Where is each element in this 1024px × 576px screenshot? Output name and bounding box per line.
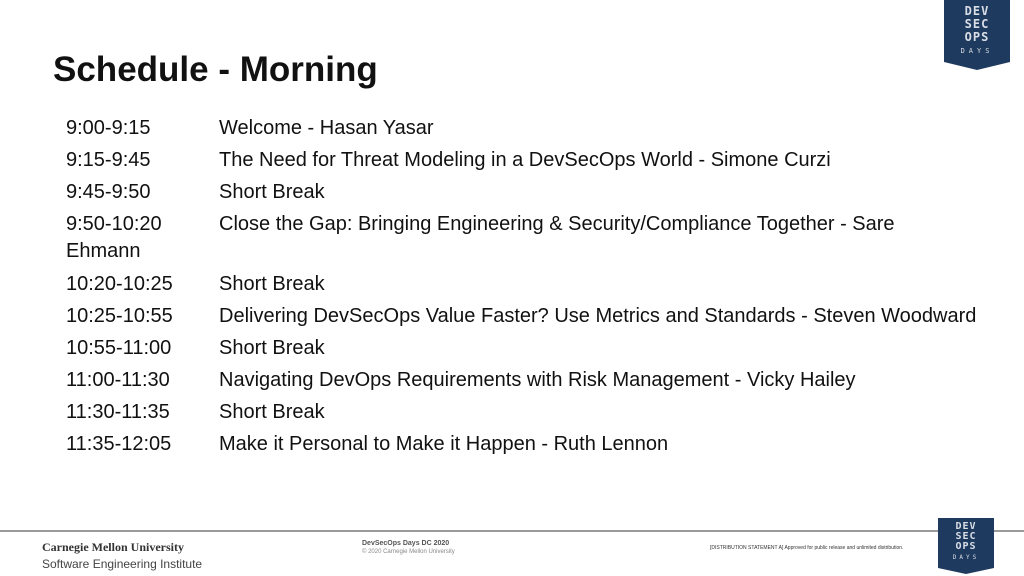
logo-line-sec: SEC (955, 531, 977, 542)
schedule-time: 9:50-10:20 (66, 213, 162, 235)
event-name: DevSecOps Days DC 2020 (362, 540, 450, 547)
schedule-row (66, 271, 996, 303)
schedule-time: 11:30-11:35 (66, 401, 170, 423)
university-name: Carnegie Mellon University (42, 540, 184, 554)
schedule-list (66, 115, 996, 463)
schedule-row (66, 179, 996, 211)
schedule-talk-continuation: Ehmann (66, 240, 141, 262)
logo-line-days: DAYS (960, 47, 994, 55)
distribution-statement: [DISTRIBUTION STATEMENT A] Approved for public release and unlimited distribution. (710, 545, 904, 551)
schedule-time: 9:45-9:50 (66, 181, 151, 203)
schedule-row (66, 303, 996, 335)
schedule-time: 10:20-10:25 (66, 273, 173, 295)
logo-line-dev: DEV (964, 4, 990, 18)
schedule-row (66, 335, 996, 367)
schedule-talk: Short Break (219, 401, 325, 423)
event-info (362, 540, 455, 555)
schedule-talk: Navigating DevOps Requirements with Risk Management - Vicky Hailey (219, 369, 856, 391)
schedule-row (66, 115, 996, 147)
schedule-row (66, 367, 996, 399)
devsecops-days-logo (944, 0, 1010, 62)
schedule-talk: Short Break (219, 273, 325, 295)
schedule-time: 9:15-9:45 (66, 149, 151, 171)
schedule-row (66, 399, 996, 431)
logo-line-sec: SEC (964, 17, 990, 31)
schedule-talk: The Need for Threat Modeling in a DevSecOps World - Simone Curzi (219, 149, 831, 171)
schedule-row (66, 147, 996, 179)
schedule-talk: Short Break (219, 337, 325, 359)
schedule-row (66, 431, 996, 463)
schedule-time: 10:25-10:55 (66, 305, 173, 327)
schedule-talk: Welcome - Hasan Yasar (219, 117, 434, 139)
page-title: Schedule - Morning (53, 50, 378, 89)
schedule-talk: Delivering DevSecOps Value Faster? Use Metrics and Standards - Steven Woodward (219, 305, 977, 327)
schedule-time: 10:55-11:00 (66, 337, 172, 359)
institute-name: Software Engineering Institute (42, 557, 203, 571)
schedule-talk: Make it Personal to Make it Happen - Ruth Lennon (219, 433, 669, 455)
copyright: © 2020 Carnegie Mellon University (362, 549, 455, 555)
footer-divider (0, 530, 1024, 532)
schedule-time: 9:00-9:15 (66, 117, 151, 139)
cmu-sei-logo (42, 540, 202, 571)
schedule-talk: Close the Gap: Bringing Engineering & Security/Compliance Together - Sare (219, 213, 895, 235)
devsecops-days-logo-footer (938, 518, 994, 568)
logo-line-dev: DEV (955, 521, 977, 532)
schedule-row (66, 211, 996, 271)
logo-line-days: DAYS (952, 554, 980, 561)
logo-line-ops: OPS (964, 30, 990, 44)
schedule-talk: Short Break (219, 181, 325, 203)
logo-line-ops: OPS (955, 541, 977, 552)
schedule-time: 11:00-11:30 (66, 369, 170, 391)
schedule-time: 11:35-12:05 (66, 433, 172, 455)
